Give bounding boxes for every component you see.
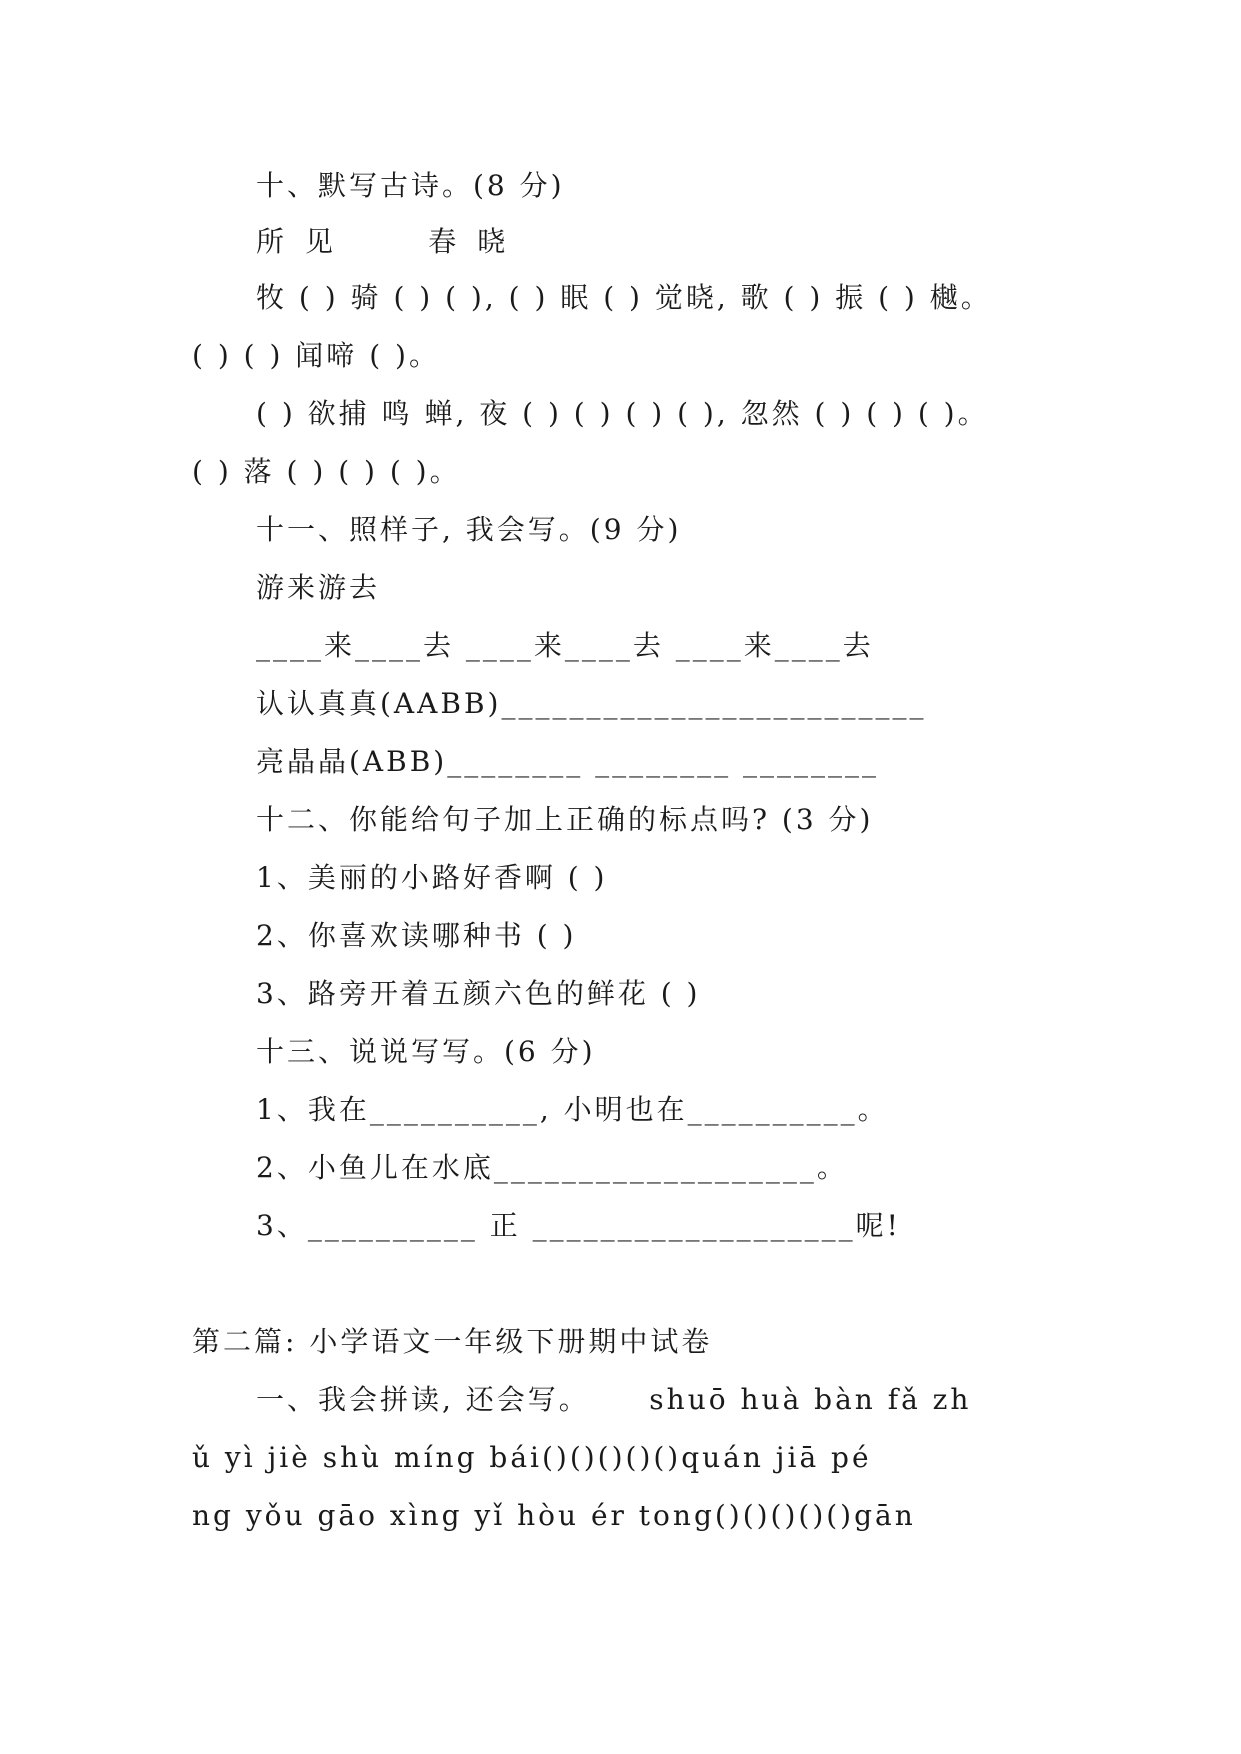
writing-q2: 2、小鱼儿在水底___________________。 bbox=[256, 1151, 848, 1184]
pinyin-line-3: ng yǒu gāo xìng yǐ hòu ér tong()()()()()gān bbox=[192, 1499, 916, 1532]
example-word: 游来游去 bbox=[256, 571, 381, 604]
punctuation-q2: 2、你喜欢读哪种书 ( ) bbox=[256, 919, 577, 952]
section-11-title: 十一、照样子, 我会写。(9 分) bbox=[256, 513, 682, 546]
section-12-title: 十二、你能给句子加上正确的标点吗? (3 分) bbox=[256, 803, 874, 836]
poem-line-1: 牧 ( ) 骑 ( ) ( ), ( ) 眠 ( ) 觉晓, 歌 ( ) 振 ( ) 樾。 bbox=[256, 281, 992, 314]
fill-blanks-lai-qu: ____来____去 ____来____去 ____来____去 bbox=[256, 629, 874, 662]
poem-titles: 所 见 春 晓 bbox=[256, 225, 512, 258]
poem-line-2: ( ) ( ) 闻啼 ( )。 bbox=[192, 339, 440, 372]
pinyin-line-2: ǔ yì jiè shù míng bái()()()()()quán jiā pé bbox=[192, 1441, 872, 1474]
section-10-title: 十、默写古诗。(8 分) bbox=[256, 169, 565, 202]
pinyin-line-1: 一、我会拼读, 还会写。 shuō huà bàn fǎ zh bbox=[256, 1383, 972, 1416]
punctuation-q3: 3、路旁开着五颜六色的鲜花 ( ) bbox=[256, 977, 701, 1010]
poem-line-3: ( ) 欲捕 鸣 蝉, 夜 ( ) ( ) ( ) ( ), 忽然 ( ) ( ) ( )。 bbox=[256, 397, 989, 430]
section-13-title: 十三、说说写写。(6 分) bbox=[256, 1035, 596, 1068]
writing-q3: 3、__________ 正 ___________________呢! bbox=[256, 1209, 901, 1242]
aabb-blank: 认认真真(AABB)_________________________ bbox=[256, 687, 927, 720]
punctuation-q1: 1、美丽的小路好香啊 ( ) bbox=[256, 861, 608, 894]
writing-q1: 1、我在__________, 小明也在__________。 bbox=[256, 1093, 889, 1126]
abb-blank: 亮晶晶(ABB)________ ________ ________ bbox=[256, 745, 880, 778]
poem-line-4: ( ) 落 ( ) ( ) ( )。 bbox=[192, 455, 461, 488]
part-2-title: 第二篇: 小学语文一年级下册期中试卷 bbox=[192, 1325, 713, 1358]
